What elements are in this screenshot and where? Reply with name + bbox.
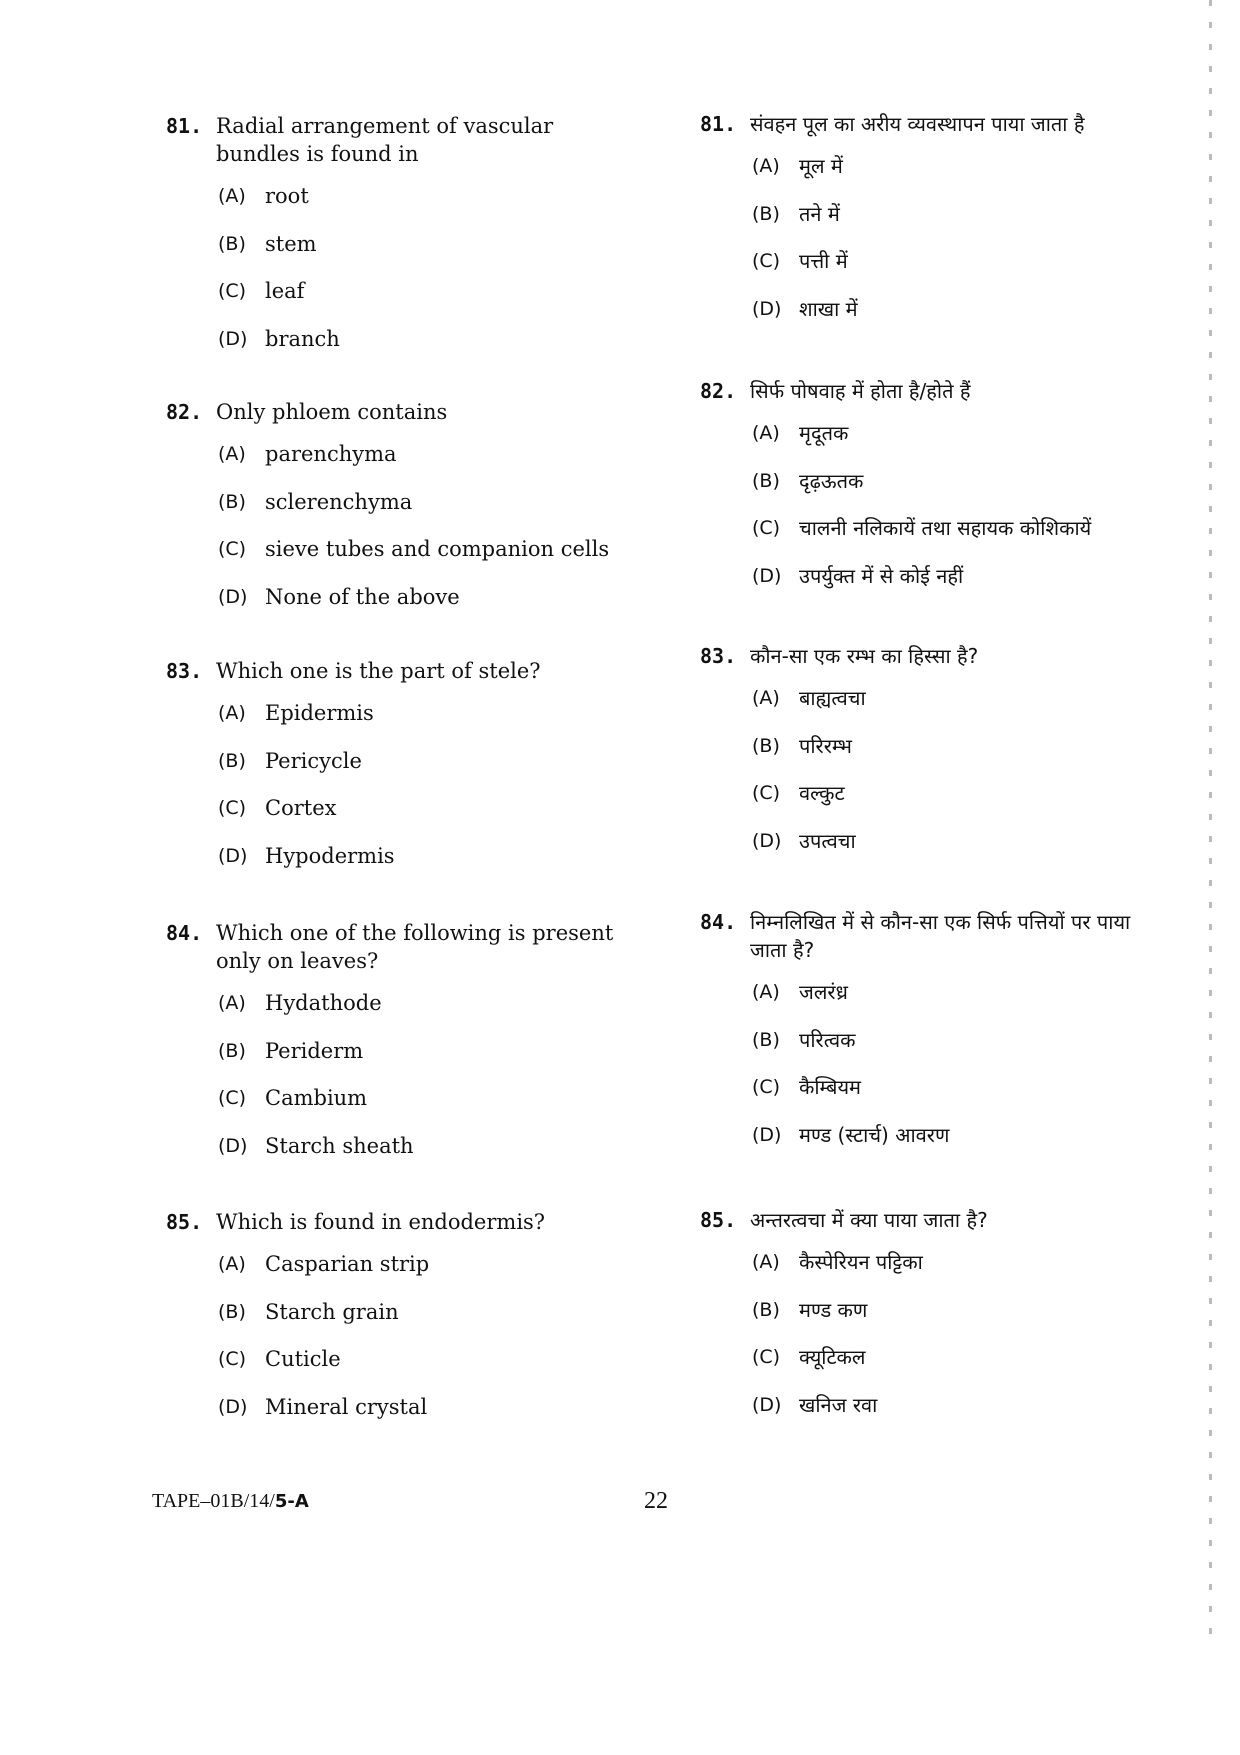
option-text: Starch grain xyxy=(265,1299,399,1324)
paper-code-suffix: 5-A xyxy=(274,1491,309,1512)
option-c xyxy=(218,794,636,842)
option-b xyxy=(752,1296,1170,1344)
option-label: (D) xyxy=(218,1134,248,1157)
option-b xyxy=(218,1037,636,1085)
option-a xyxy=(752,419,1170,467)
option-text: शाखा में xyxy=(799,296,858,321)
option-label: (D) xyxy=(218,585,248,608)
question-number: 81. xyxy=(166,114,203,138)
option-label: (C) xyxy=(218,1348,247,1370)
option-c xyxy=(752,514,1170,562)
option-text: कैम्बियम xyxy=(799,1075,862,1099)
option-label: (A) xyxy=(218,1253,246,1275)
option-b xyxy=(752,467,1170,515)
option-label: (A) xyxy=(752,1251,780,1273)
option-label: (A) xyxy=(752,155,780,177)
question-text: सिर्फ पोषवाह में होता है/होते हैं xyxy=(750,379,971,403)
option-a xyxy=(218,1250,636,1298)
option-c xyxy=(752,1343,1170,1391)
option-label: (C) xyxy=(752,782,781,804)
option-label: (C) xyxy=(218,1087,247,1109)
option-text: stem xyxy=(265,231,317,256)
option-text: मण्ड कण xyxy=(799,1297,868,1322)
option-label: (C) xyxy=(752,517,781,539)
option-b xyxy=(218,488,636,536)
option-b xyxy=(752,200,1170,248)
option-a xyxy=(218,182,636,230)
option-text: Hypodermis xyxy=(265,843,395,868)
option-text: तने में xyxy=(799,201,840,226)
option-text: Cuticle xyxy=(265,1347,341,1371)
question-text: Which one is the part of stele? xyxy=(216,659,541,683)
option-text: sieve tubes and companion cells xyxy=(265,537,610,561)
option-c xyxy=(752,779,1170,827)
option-text: Cortex xyxy=(265,796,337,820)
option-text: branch xyxy=(265,326,340,351)
question-number: 84. xyxy=(700,910,737,934)
option-c xyxy=(218,535,636,583)
option-a xyxy=(752,1248,1170,1296)
option-label: (A) xyxy=(218,992,246,1014)
question-number: 81. xyxy=(700,112,737,136)
option-a xyxy=(218,989,636,1037)
question-number: 83. xyxy=(166,659,203,683)
option-b xyxy=(218,1298,636,1346)
option-label: (B) xyxy=(218,1039,246,1062)
question-text: Which is found in endodermis? xyxy=(216,1210,546,1234)
option-c xyxy=(752,1073,1170,1121)
option-label: (C) xyxy=(218,538,247,560)
question-number: 82. xyxy=(166,400,203,424)
option-d xyxy=(752,1121,1170,1169)
option-text: None of the above xyxy=(265,584,460,609)
option-label: (B) xyxy=(752,734,780,757)
option-a xyxy=(752,152,1170,200)
question-83-en xyxy=(166,657,636,889)
option-d xyxy=(752,1391,1170,1439)
option-a xyxy=(752,684,1170,732)
option-a xyxy=(218,440,636,488)
question-number: 83. xyxy=(700,644,737,668)
option-text: Epidermis xyxy=(265,701,374,725)
option-label: (D) xyxy=(752,829,782,852)
option-a xyxy=(752,978,1170,1026)
option-label: (D) xyxy=(218,844,248,867)
option-text: जलरंध्र xyxy=(799,980,848,1004)
question-84-en xyxy=(166,919,636,1179)
option-text: Cambium xyxy=(265,1086,368,1110)
option-label: (D) xyxy=(752,297,782,320)
option-text: Hydathode xyxy=(265,991,382,1015)
option-text: उपर्युक्त में से कोई नहीं xyxy=(799,563,964,588)
question-text: अन्तरत्वचा में क्या पाया जाता है? xyxy=(750,1208,988,1232)
option-label: (A) xyxy=(218,443,246,465)
option-label: (A) xyxy=(218,185,246,207)
option-label: (B) xyxy=(752,469,780,492)
option-label: (B) xyxy=(218,749,246,772)
question-number: 85. xyxy=(700,1208,737,1232)
option-d xyxy=(752,295,1170,343)
option-text: उपत्वचा xyxy=(799,828,856,853)
question-text: कौन-सा एक रम्भ का हिस्सा है? xyxy=(750,644,979,668)
option-text: Pericycle xyxy=(265,748,362,773)
question-83-hi xyxy=(700,642,1170,874)
question-81-hi xyxy=(700,110,1170,342)
option-d xyxy=(218,1393,636,1441)
option-text: बाह्यत्वचा xyxy=(799,686,866,710)
option-text: root xyxy=(265,184,309,208)
option-c xyxy=(218,1084,636,1132)
option-label: (D) xyxy=(218,1395,248,1418)
option-d xyxy=(752,827,1170,875)
option-label: (A) xyxy=(752,981,780,1003)
option-label: (A) xyxy=(218,702,246,724)
option-text: मण्ड (स्टार्च) आवरण xyxy=(799,1122,950,1147)
option-label: (A) xyxy=(752,687,780,709)
option-label: (B) xyxy=(752,1028,780,1051)
option-label: (C) xyxy=(752,1346,781,1368)
option-d xyxy=(218,842,636,890)
option-text: Periderm xyxy=(265,1038,364,1063)
option-b xyxy=(752,732,1170,780)
option-text: पत्ती में xyxy=(799,249,848,273)
question-84-hi xyxy=(700,908,1170,1168)
option-label: (B) xyxy=(218,490,246,513)
option-a xyxy=(218,699,636,747)
page-number: 22 xyxy=(644,1488,668,1514)
option-text: Casparian strip xyxy=(265,1252,430,1276)
option-text: कैस्पेरियन पट्टिका xyxy=(799,1250,923,1274)
option-label: (A) xyxy=(752,422,780,444)
option-text: मृदूतक xyxy=(799,421,849,445)
question-number: 84. xyxy=(166,921,203,945)
option-label: (B) xyxy=(752,202,780,225)
option-label: (C) xyxy=(752,1076,781,1098)
question-82-hi xyxy=(700,377,1170,609)
option-label: (D) xyxy=(218,327,248,350)
option-label: (B) xyxy=(218,232,246,255)
option-d xyxy=(218,1132,636,1180)
option-b xyxy=(218,747,636,795)
paper-code-prefix: TAPE–01B/14/ xyxy=(152,1490,275,1512)
option-label: (D) xyxy=(752,1123,782,1146)
option-label: (D) xyxy=(752,1393,782,1416)
question-text: संवहन पूल का अरीय व्यवस्थापन पाया जाता है xyxy=(750,112,1085,136)
option-d xyxy=(218,325,636,373)
question-number: 85. xyxy=(166,1210,203,1234)
option-b xyxy=(752,1026,1170,1074)
question-text: Which one of the following is present only on leaves? xyxy=(216,921,614,973)
option-text: खनिज रवा xyxy=(799,1392,878,1417)
option-label: (B) xyxy=(752,1298,780,1321)
option-label: (B) xyxy=(218,1300,246,1323)
question-number: 82. xyxy=(700,379,737,403)
option-text: leaf xyxy=(265,279,305,303)
question-text: Radial arrangement of vascular bundles is found in xyxy=(216,114,554,166)
scan-edge-mark xyxy=(1209,0,1212,1640)
option-text: परिरम्भ xyxy=(799,733,852,758)
option-text: परित्वक xyxy=(799,1027,856,1052)
option-d xyxy=(752,562,1170,610)
option-text: Starch sheath xyxy=(265,1133,414,1158)
option-b xyxy=(218,230,636,278)
option-label: (C) xyxy=(218,797,247,819)
question-text: निम्नलिखित में से कौन-सा एक सिर्फ पत्तियों पर पाया जाता है? xyxy=(750,910,1131,962)
option-text: क्यूटिकल xyxy=(799,1345,866,1369)
paper-code xyxy=(152,1490,309,1513)
option-text: parenchyma xyxy=(265,442,397,466)
question-81-en xyxy=(166,112,636,372)
question-text: Only phloem contains xyxy=(216,400,448,424)
option-text: sclerenchyma xyxy=(265,489,413,514)
option-text: वल्कुट xyxy=(799,781,845,805)
option-c xyxy=(752,247,1170,295)
option-c xyxy=(218,1345,636,1393)
option-d xyxy=(218,583,636,631)
option-label: (C) xyxy=(218,280,247,302)
option-text: मूल में xyxy=(799,154,843,178)
question-85-hi xyxy=(700,1206,1170,1438)
question-82-en xyxy=(166,398,636,630)
option-label: (D) xyxy=(752,564,782,587)
option-text: दृढ़ऊतक xyxy=(799,468,864,493)
option-c xyxy=(218,277,636,325)
option-text: चालनी नलिकायें तथा सहायक कोशिकायें xyxy=(799,516,1092,540)
question-85-en xyxy=(166,1208,636,1440)
option-label: (C) xyxy=(752,250,781,272)
option-text: Mineral crystal xyxy=(265,1394,428,1419)
